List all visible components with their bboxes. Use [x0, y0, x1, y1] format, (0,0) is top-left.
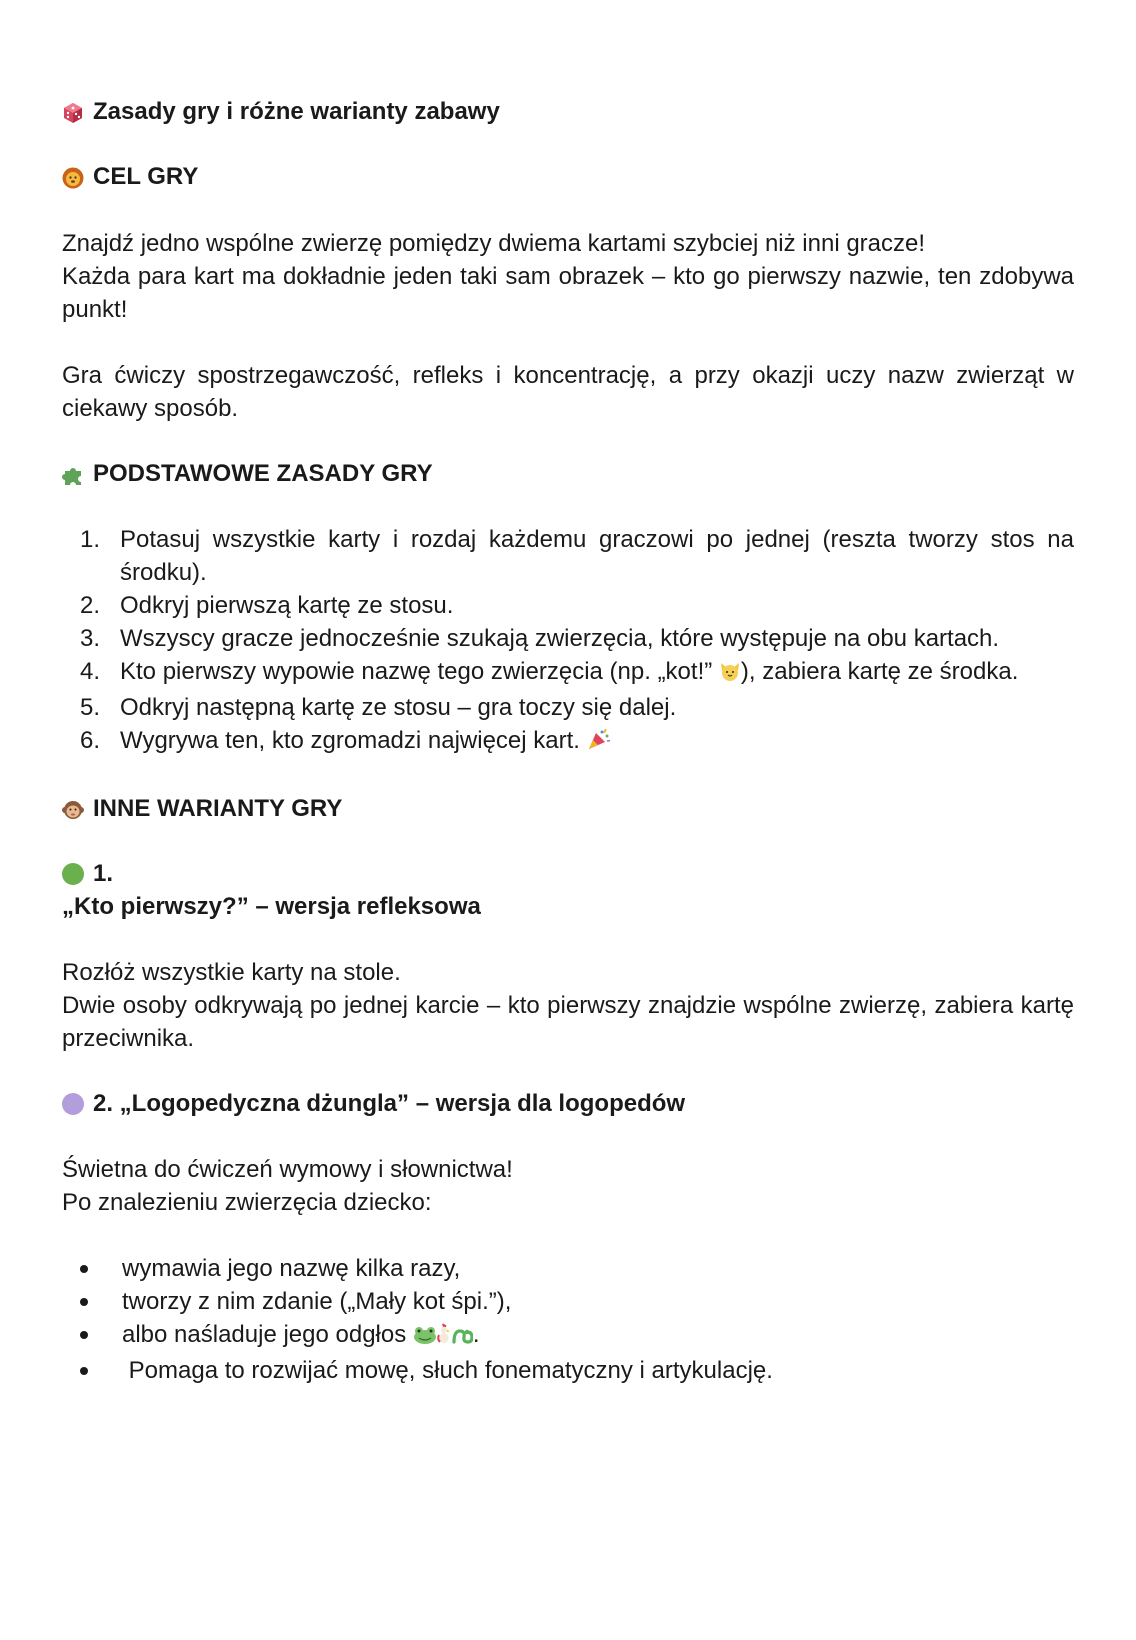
list-item: Pomaga to rozwijać mowę, słuch fonematyczny i artykulację. — [80, 1354, 1074, 1387]
section-heading-warianty — [62, 793, 1074, 825]
green-circle-icon — [62, 863, 84, 885]
cel-paragraph-2: Gra ćwiczy spostrzegawczość, refleks i koncentrację, a przy okazji uczy nazw zwierząt w ciekawy sposób. — [62, 362, 1074, 422]
cat-face-icon — [719, 658, 741, 691]
party-popper-icon — [587, 727, 611, 760]
cel-paragraph-line2: Każda para kart ma dokładnie jeden taki sam obrazek – kto go pierwszy nazwie, ten zdobywa punkt! — [62, 263, 1074, 323]
bullet-dot — [80, 1331, 88, 1339]
rooster-icon — [437, 1321, 451, 1354]
list-item: 1. Potasuj wszystkie karty i rozdaj każdemu graczowi po jednej (reszta tworzy stos na środku). — [80, 526, 1074, 586]
variant-2-title: 2. „Logopedyczna dżungla” – wersja dla logopedów — [62, 1088, 1074, 1120]
variant-2-bullet-list — [62, 1252, 1074, 1387]
frog-face-icon — [413, 1321, 437, 1354]
bullet-dot — [80, 1367, 88, 1375]
snake-icon — [451, 1321, 473, 1354]
list-item: tworzy z nim zdanie („Mały kot śpi.”), — [80, 1285, 1074, 1318]
section-heading-text: CEL GRY — [93, 163, 199, 190]
document-title-text: Zasady gry i różne warianty zabawy — [93, 98, 500, 125]
bullet-dot — [80, 1265, 88, 1273]
list-item: 5. Odkryj następną kartę ze stosu – gra toczy się dalej. — [80, 694, 677, 721]
variant-1-line2: Dwie osoby odkrywają po jednej karcie – kto pierwszy znajdzie wspólne zwierzę, zabiera kartę przeciwnika. — [62, 992, 1074, 1052]
list-item: wymawia jego nazwę kilka razy, — [80, 1252, 1074, 1285]
list-item: 3. Wszyscy gracze jednocześnie szukają zwierzęcia, które występuje na obu kartach. — [80, 625, 1000, 652]
variant-2-line1: Świetna do ćwiczeń wymowy i słownictwa! — [62, 1156, 513, 1183]
list-item: albo naśladuje jego odgłos . — [80, 1318, 1074, 1354]
cel-paragraph-line1: Znajdź jedno wspólne zwierzę pomiędzy dwiema kartami szybciej niż inni gracze! — [62, 230, 926, 257]
variant-1-number: 1. — [62, 858, 1074, 890]
bullet-dot — [80, 1298, 88, 1306]
section-heading-cel-gry — [62, 161, 1074, 193]
section-heading-text: INNE WARIANTY GRY — [93, 795, 343, 822]
list-item: 2. Odkryj pierwszą kartę ze stosu. — [80, 592, 454, 619]
dice-icon — [62, 101, 84, 123]
puzzle-piece-icon — [62, 463, 84, 485]
variant-1-title: „Kto pierwszy?” – wersja refleksowa — [62, 893, 481, 920]
document-title — [62, 96, 1074, 128]
list-item: 4. Kto pierwszy wypowie nazwę tego zwierzęcia (np. „kot!” ), zabiera kartę ze środka. — [80, 655, 1074, 691]
lion-icon — [62, 166, 84, 188]
purple-circle-icon — [62, 1093, 84, 1115]
section-heading-zasady — [62, 458, 1074, 490]
list-item: 6. Wygrywa ten, kto zgromadzi najwięcej kart. — [80, 724, 1074, 760]
rules-list — [62, 523, 1074, 760]
section-heading-text: PODSTAWOWE ZASADY GRY — [93, 460, 433, 487]
variant-1-line1: Rozłóż wszystkie karty na stole. — [62, 959, 401, 986]
variant-2-line2: Po znalezieniu zwierzęcia dziecko: — [62, 1189, 432, 1216]
monkey-face-icon — [62, 798, 84, 820]
